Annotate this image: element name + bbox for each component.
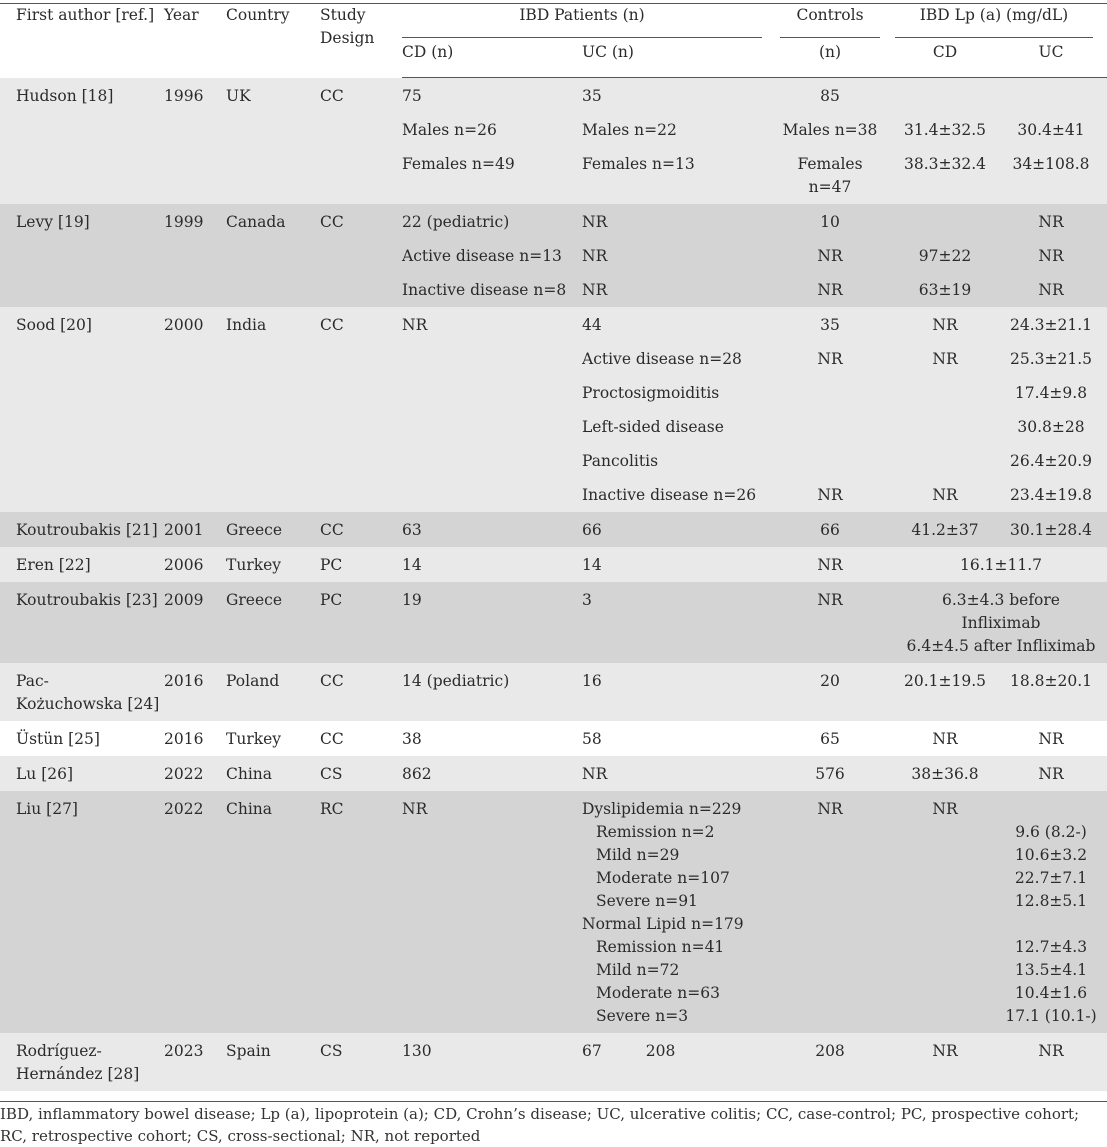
cell-uc-n: Proctosigmoiditis — [582, 376, 760, 410]
cell-spacer — [880, 147, 895, 204]
table-row — [0, 410, 1107, 444]
table-row — [0, 512, 1107, 547]
cell-uc-n: Females n=13 — [582, 147, 760, 204]
cell-lpa-merged: 16.1±11.7 — [895, 547, 1107, 582]
cell-lpa-uc: 30.1±28.4 — [995, 512, 1107, 547]
cell-year — [164, 410, 226, 444]
cell-spacer — [760, 663, 780, 721]
cell-year — [164, 342, 226, 376]
cell-controls: NR — [780, 342, 880, 376]
cell-design: CS — [320, 756, 402, 791]
cell-lpa-uc-line: 10.4±1.6 — [1014, 984, 1088, 1002]
cell-lpa-cd: NR — [895, 791, 995, 1033]
cell-country: Turkey — [226, 547, 320, 582]
cell-design: RC — [320, 791, 402, 1033]
cell-year: 2022 — [164, 756, 226, 791]
cell-lpa-cd — [895, 204, 995, 239]
table-row — [0, 1033, 1107, 1091]
cell-lpa-cd: NR — [895, 342, 995, 376]
cell-author — [0, 444, 164, 478]
cell-cd-n: 75 — [402, 78, 582, 114]
cell-uc-value: 67 — [582, 1042, 602, 1060]
cell-controls: NR — [780, 239, 880, 273]
cell-uc-n: 16 — [582, 663, 760, 721]
cell-year: 2023 — [164, 1033, 226, 1091]
cell-spacer — [760, 376, 780, 410]
cell-year — [164, 444, 226, 478]
cell-year: 2016 — [164, 721, 226, 756]
cell-uc-n-line: Moderate n=63 — [596, 984, 720, 1002]
cell-year: 2016 — [164, 663, 226, 721]
cell-uc-n: NR — [582, 273, 760, 307]
table-row — [0, 478, 1107, 512]
cell-lpa-cd — [895, 78, 995, 114]
header-first-author: First author [ref.] — [16, 6, 155, 24]
cell-lpa-uc: NR — [995, 756, 1107, 791]
cell-spacer — [760, 512, 780, 547]
cell-design: CC — [320, 512, 402, 547]
cell-country: Greece — [226, 582, 320, 663]
table-row — [0, 444, 1107, 478]
cell-uc-n: Left-sided disease — [582, 410, 760, 444]
cell-uc-n: Males n=22 — [582, 113, 760, 147]
header-study-design-label: Study Design — [320, 6, 375, 47]
cell-lpa-cd — [895, 410, 995, 444]
cell-spacer — [880, 721, 895, 756]
cell-spacer — [880, 410, 895, 444]
cell-uc-n-line: Severe n=3 — [596, 1007, 689, 1025]
cell-lpa-cd: 38.3±32.4 — [895, 147, 995, 204]
cell-controls: Females n=47 — [780, 147, 880, 204]
cell-lpa-uc-line — [995, 798, 1107, 821]
cell-design — [320, 478, 402, 512]
cell-lpa-cd: NR — [895, 478, 995, 512]
cell-controls: 20 — [780, 663, 880, 721]
cell-controls — [780, 410, 880, 444]
cell-design — [320, 342, 402, 376]
cell-controls: 576 — [780, 756, 880, 791]
cell-author-line: Rodríguez- — [16, 1042, 102, 1060]
table-row — [0, 273, 1107, 307]
cell-spacer — [760, 78, 780, 114]
cell-uc-n: NR — [582, 756, 760, 791]
cell-uc-n-line: Dyslipidemia n=229 — [582, 800, 742, 818]
cell-lpa-uc: 23.4±19.8 — [995, 478, 1107, 512]
cell-spacer — [880, 1033, 895, 1091]
cell-lpa-cd — [895, 444, 995, 478]
cell-lpa-uc-line — [995, 913, 1107, 936]
lpa-studies-table — [0, 3, 1107, 1091]
cell-author: Levy [19] — [0, 204, 164, 239]
cell-lpa-uc: 25.3±21.5 — [995, 342, 1107, 376]
cell-cd-n: NR — [402, 307, 582, 342]
cell-design — [320, 410, 402, 444]
cell-lpa-cd: 97±22 — [895, 239, 995, 273]
cell-author — [0, 1033, 164, 1091]
cell-design: CC — [320, 204, 402, 239]
cell-lpa-uc: 30.8±28 — [995, 410, 1107, 444]
cell-year: 2006 — [164, 547, 226, 582]
cell-cd-n: 14 (pediatric) — [402, 663, 582, 721]
cell-spacer — [880, 512, 895, 547]
table-row — [0, 307, 1107, 342]
cell-spacer — [760, 273, 780, 307]
table-row — [0, 147, 1107, 204]
cell-cd-n — [402, 342, 582, 376]
cell-design — [320, 239, 402, 273]
cell-cd-n — [402, 376, 582, 410]
cell-year — [164, 273, 226, 307]
cell-country: China — [226, 756, 320, 791]
cell-author: Koutroubakis [21] — [0, 512, 164, 547]
cell-country — [226, 410, 320, 444]
header-ibd-lpa-label: IBD Lp (a) (mg/dL) — [895, 4, 1093, 38]
cell-lpa-uc-line: 12.8±5.1 — [1014, 892, 1088, 910]
cell-spacer — [880, 239, 895, 273]
cell-controls: 208 — [780, 1033, 880, 1091]
cell-cd-n: 130 — [402, 1033, 582, 1091]
header-ibd-lpa — [895, 4, 1107, 42]
cell-uc-n-line: Normal Lipid n=179 — [582, 915, 744, 933]
header-uc-n: UC (n) — [582, 41, 760, 78]
cell-spacer — [760, 721, 780, 756]
cell-author: Sood [20] — [0, 307, 164, 342]
header-year: Year — [164, 6, 199, 24]
cell-controls: NR — [780, 273, 880, 307]
table-body — [0, 78, 1107, 1092]
cell-lpa-uc: 17.4±9.8 — [995, 376, 1107, 410]
cell-cd-n: 38 — [402, 721, 582, 756]
cell-uc-n: 35 — [582, 78, 760, 114]
cell-lpa-uc-line: 10.6±3.2 — [1014, 846, 1088, 864]
cell-spacer — [880, 756, 895, 791]
cell-year: 2001 — [164, 512, 226, 547]
cell-spacer — [760, 307, 780, 342]
cell-country — [226, 376, 320, 410]
cell-controls: Males n=38 — [780, 113, 880, 147]
cell-uc-n: Active disease n=28 — [582, 342, 760, 376]
cell-lpa-uc: 30.4±41 — [995, 113, 1107, 147]
table-row — [0, 547, 1107, 582]
header-cd-n: CD (n) — [402, 41, 582, 78]
cell-author — [0, 342, 164, 376]
cell-author: Üstün [25] — [0, 721, 164, 756]
cell-uc-n: NR — [582, 239, 760, 273]
cell-country: Greece — [226, 512, 320, 547]
cell-lpa-uc — [995, 791, 1107, 1033]
cell-cd-n: Inactive disease n=8 — [402, 273, 582, 307]
cell-lpa-cd: 38±36.8 — [895, 756, 995, 791]
cell-uc-n-line: Moderate n=107 — [596, 869, 730, 887]
cell-controls: 35 — [780, 307, 880, 342]
cell-lpa-uc-line: 22.7±7.1 — [1014, 869, 1088, 887]
table-row — [0, 756, 1107, 791]
cell-uc-n-line: Severe n=91 — [596, 892, 698, 910]
cell-uc-n — [582, 791, 760, 1033]
cell-design — [320, 444, 402, 478]
cell-lpa-cd: NR — [895, 307, 995, 342]
table-row — [0, 342, 1107, 376]
cell-controls: 66 — [780, 512, 880, 547]
cell-year — [164, 478, 226, 512]
cell-cd-n: 862 — [402, 756, 582, 791]
table-row — [0, 113, 1107, 147]
cell-year: 1999 — [164, 204, 226, 239]
cell-lpa-cd — [895, 376, 995, 410]
cell-lpa-uc: NR — [995, 721, 1107, 756]
cell-lpa-uc-line: 13.5±4.1 — [1014, 961, 1088, 979]
cell-lpa-cd: NR — [895, 1033, 995, 1091]
cell-spacer — [880, 204, 895, 239]
cell-author: Hudson [18] — [0, 78, 164, 114]
cell-spacer — [880, 478, 895, 512]
cell-cd-n: 14 — [402, 547, 582, 582]
cell-design: PC — [320, 547, 402, 582]
cell-spacer — [760, 239, 780, 273]
cell-spacer — [880, 307, 895, 342]
cell-spacer — [880, 663, 895, 721]
cell-controls: NR — [780, 478, 880, 512]
cell-design: CC — [320, 721, 402, 756]
cell-uc-extra: 208 — [645, 1042, 676, 1060]
cell-lpa-uc-line: 17.1 (10.1-) — [1005, 1007, 1097, 1025]
cell-controls: 10 — [780, 204, 880, 239]
cell-uc-n — [582, 1033, 760, 1091]
cell-year: 1996 — [164, 78, 226, 114]
table-row — [0, 78, 1107, 114]
cell-spacer — [880, 342, 895, 376]
cell-cd-n: Active disease n=13 — [402, 239, 582, 273]
cell-spacer — [880, 547, 895, 582]
cell-country: Poland — [226, 663, 320, 721]
table-row — [0, 663, 1107, 721]
cell-cd-n — [402, 478, 582, 512]
cell-lpa-cd: 41.2±37 — [895, 512, 995, 547]
cell-cd-n — [402, 410, 582, 444]
cell-spacer — [760, 410, 780, 444]
table-row — [0, 239, 1107, 273]
cell-author-line: Hernández [28] — [16, 1065, 140, 1083]
cell-uc-n: 66 — [582, 512, 760, 547]
header-study-design — [320, 4, 402, 78]
cell-spacer — [880, 791, 895, 1033]
cell-spacer — [760, 756, 780, 791]
cell-design: CC — [320, 78, 402, 114]
cell-design: CS — [320, 1033, 402, 1091]
cell-uc-n: NR — [582, 204, 760, 239]
cell-country: Canada — [226, 204, 320, 239]
cell-lpa-uc — [995, 78, 1107, 114]
cell-lpa-merged-line: 6.3±4.3 before — [942, 591, 1060, 609]
cell-spacer — [760, 204, 780, 239]
cell-design — [320, 273, 402, 307]
cell-uc-n: Inactive disease n=26 — [582, 478, 760, 512]
header-ibd-patients-label: IBD Patients (n) — [402, 4, 762, 38]
cell-cd-n — [402, 444, 582, 478]
cell-year — [164, 113, 226, 147]
cell-country — [226, 273, 320, 307]
cell-cd-n: NR — [402, 791, 582, 1033]
cell-controls: NR — [780, 582, 880, 663]
cell-spacer — [760, 342, 780, 376]
cell-cd-n: Females n=49 — [402, 147, 582, 204]
cell-spacer — [880, 113, 895, 147]
cell-lpa-uc-line: 9.6 (8.2-) — [1015, 823, 1087, 841]
cell-year — [164, 376, 226, 410]
cell-design — [320, 113, 402, 147]
cell-spacer — [760, 791, 780, 1033]
cell-uc-n: 58 — [582, 721, 760, 756]
cell-spacer — [760, 547, 780, 582]
cell-year: 2009 — [164, 582, 226, 663]
cell-cd-n: 19 — [402, 582, 582, 663]
table-row — [0, 376, 1107, 410]
cell-uc-n: 3 — [582, 582, 760, 663]
cell-lpa-uc: 34±108.8 — [995, 147, 1107, 204]
cell-year: 2022 — [164, 791, 226, 1033]
cell-lpa-merged-line: 6.4±4.5 after Infliximab — [906, 637, 1096, 655]
cell-author: Liu [27] — [0, 791, 164, 1033]
cell-country — [226, 444, 320, 478]
cell-country — [226, 147, 320, 204]
cell-spacer — [880, 582, 895, 663]
cell-country — [226, 239, 320, 273]
cell-country — [226, 478, 320, 512]
cell-cd-n: 63 — [402, 512, 582, 547]
cell-author — [0, 478, 164, 512]
cell-spacer — [880, 273, 895, 307]
table-row — [0, 791, 1107, 1033]
cell-lpa-merged — [895, 582, 1107, 663]
cell-spacer — [760, 444, 780, 478]
cell-uc-n-line: Mild n=72 — [596, 961, 680, 979]
cell-uc-n: Pancolitis — [582, 444, 760, 478]
cell-author — [0, 273, 164, 307]
cell-cd-n: 22 (pediatric) — [402, 204, 582, 239]
cell-year — [164, 147, 226, 204]
header-ibd-patients — [402, 4, 760, 42]
cell-lpa-uc: NR — [995, 1033, 1107, 1091]
cell-country: Turkey — [226, 721, 320, 756]
cell-controls: 85 — [780, 78, 880, 114]
cell-lpa-cd: 31.4±32.5 — [895, 113, 995, 147]
header-lpa-cd: CD — [895, 41, 995, 78]
header-lpa-uc: UC — [995, 41, 1107, 78]
cell-controls — [780, 376, 880, 410]
cell-design: PC — [320, 582, 402, 663]
cell-controls: 65 — [780, 721, 880, 756]
cell-uc-n-line: Remission n=2 — [596, 823, 715, 841]
cell-uc-n-line: Remission n=41 — [596, 938, 725, 956]
cell-country — [226, 342, 320, 376]
cell-author: Eren [22] — [0, 547, 164, 582]
table-row — [0, 721, 1107, 756]
cell-spacer — [760, 582, 780, 663]
cell-author — [0, 113, 164, 147]
cell-uc-n: 44 — [582, 307, 760, 342]
cell-author — [0, 410, 164, 444]
cell-lpa-uc: NR — [995, 273, 1107, 307]
cell-uc-n: 14 — [582, 547, 760, 582]
cell-cd-n: Males n=26 — [402, 113, 582, 147]
cell-author: Lu [26] — [0, 756, 164, 791]
table-row — [0, 582, 1107, 663]
cell-spacer — [760, 1033, 780, 1091]
cell-design — [320, 147, 402, 204]
cell-spacer — [760, 147, 780, 204]
cell-lpa-uc: 18.8±20.1 — [995, 663, 1107, 721]
table-row — [0, 204, 1107, 239]
cell-spacer — [760, 113, 780, 147]
cell-country: UK — [226, 78, 320, 114]
cell-controls: NR — [780, 547, 880, 582]
cell-author — [0, 239, 164, 273]
cell-spacer — [760, 478, 780, 512]
cell-country — [226, 113, 320, 147]
cell-lpa-uc: NR — [995, 204, 1107, 239]
cell-spacer — [880, 376, 895, 410]
cell-design: CC — [320, 307, 402, 342]
cell-spacer — [880, 444, 895, 478]
header-controls-n: (n) — [780, 41, 880, 78]
table-footnote: IBD, inflammatory bowel disease; Lp (a), lipoprotein (a); CD, Crohn’s disease; UC, ulcerative colitis; CC, case-control; PC, prospective cohort; RC, retrospective cohort; CS, cross-sectional; NR, not reported — [0, 1101, 1107, 1147]
table-header — [0, 4, 1107, 78]
cell-country: Spain — [226, 1033, 320, 1091]
cell-lpa-cd: 63±19 — [895, 273, 995, 307]
cell-author-line: Kożuchowska [24] — [16, 695, 160, 713]
cell-controls: NR — [780, 791, 880, 1033]
header-controls-label: Controls — [780, 4, 880, 38]
cell-author-line: Pac- — [16, 672, 49, 690]
cell-country: China — [226, 791, 320, 1033]
header-country: Country — [226, 6, 290, 24]
cell-lpa-uc: 24.3±21.1 — [995, 307, 1107, 342]
cell-country: India — [226, 307, 320, 342]
cell-year: 2000 — [164, 307, 226, 342]
cell-spacer — [880, 78, 895, 114]
cell-lpa-uc: NR — [995, 239, 1107, 273]
cell-author — [0, 376, 164, 410]
cell-lpa-cd: 20.1±19.5 — [895, 663, 995, 721]
cell-author — [0, 147, 164, 204]
cell-design: CC — [320, 663, 402, 721]
cell-controls — [780, 444, 880, 478]
header-controls — [780, 4, 880, 42]
cell-lpa-cd: NR — [895, 721, 995, 756]
cell-design — [320, 376, 402, 410]
cell-year — [164, 239, 226, 273]
cell-lpa-uc: 26.4±20.9 — [995, 444, 1107, 478]
cell-uc-n-line: Mild n=29 — [596, 846, 680, 864]
cell-lpa-uc-line: 12.7±4.3 — [1014, 938, 1088, 956]
cell-author — [0, 663, 164, 721]
cell-author: Koutroubakis [23] — [0, 582, 164, 663]
cell-lpa-merged-line: Infliximab — [961, 614, 1041, 632]
